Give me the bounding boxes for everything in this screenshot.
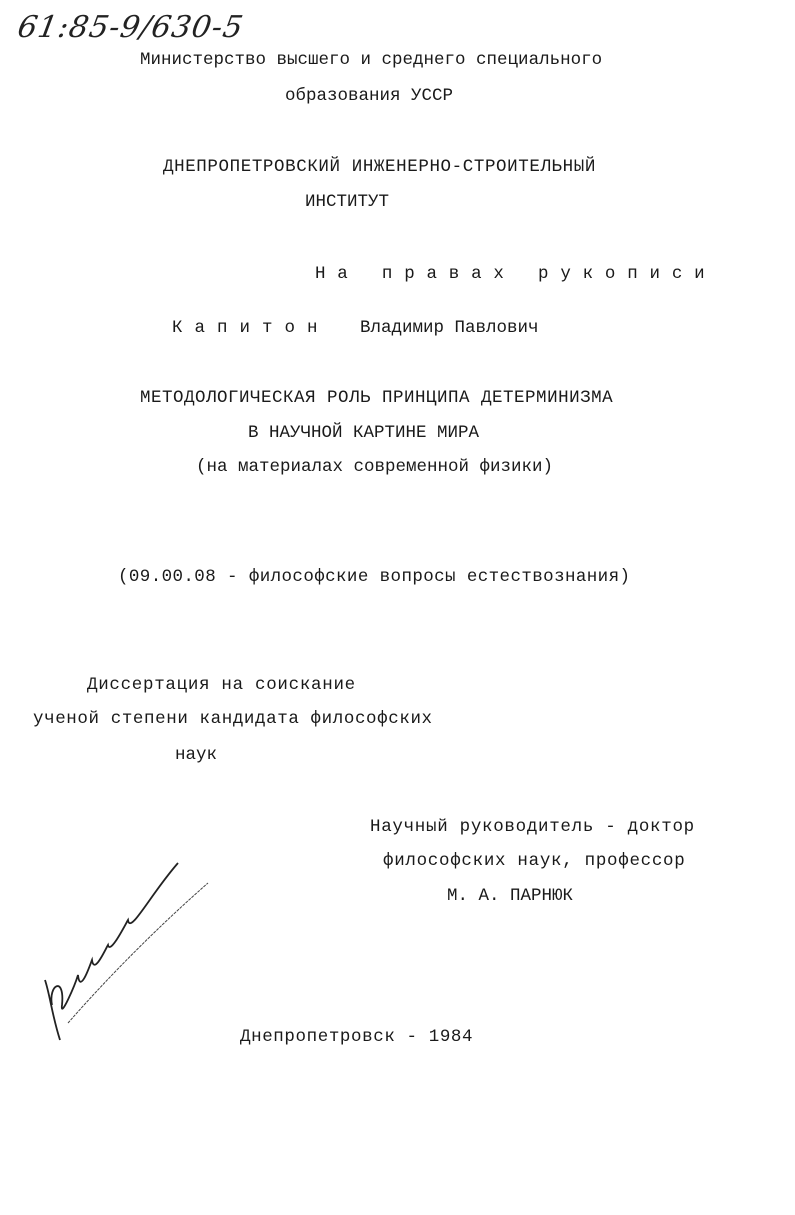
institute-line-2: ИНСТИТУТ	[305, 192, 390, 212]
degree-line-3: наук	[175, 745, 218, 765]
title-line-2: В НАУЧНОЙ КАРТИНЕ МИРА	[248, 423, 480, 443]
title-line-1: МЕТОДОЛОГИЧЕСКАЯ РОЛЬ ПРИНЦИПА ДЕТЕРМИНИЗМА	[140, 388, 614, 408]
signature-icon	[30, 855, 220, 1045]
ministry-line-2: образования УССР	[285, 86, 454, 106]
ministry-line-1: Министерство высшего и среднего специального	[140, 50, 603, 70]
author-name: Владимир Павлович	[360, 318, 539, 338]
supervisor-line-2: философских наук, профессор	[383, 851, 686, 871]
supervisor-name: М. А. ПАРНЮК	[447, 886, 574, 906]
degree-line-1: Диссертация на соискание	[87, 675, 356, 695]
author-surname: Капитон	[172, 318, 330, 338]
manuscript-note: На правах рукописи	[315, 264, 717, 284]
supervisor-line-1: Научный руководитель - доктор	[370, 817, 695, 837]
handwritten-archive-number: 61:85-9/630-5	[14, 10, 247, 45]
title-subtitle: (на материалах современной физики)	[196, 457, 554, 477]
degree-line-2: ученой степени кандидата философских	[33, 709, 433, 729]
place-and-year: Днепропетровск - 1984	[240, 1027, 474, 1047]
specialty-code: (09.00.08 - философские вопросы естествознания)	[118, 567, 631, 587]
institute-line-1: ДНЕПРОПЕТРОВСКИЙ ИНЖЕНЕРНО-СТРОИТЕЛЬНЫЙ	[163, 157, 596, 177]
